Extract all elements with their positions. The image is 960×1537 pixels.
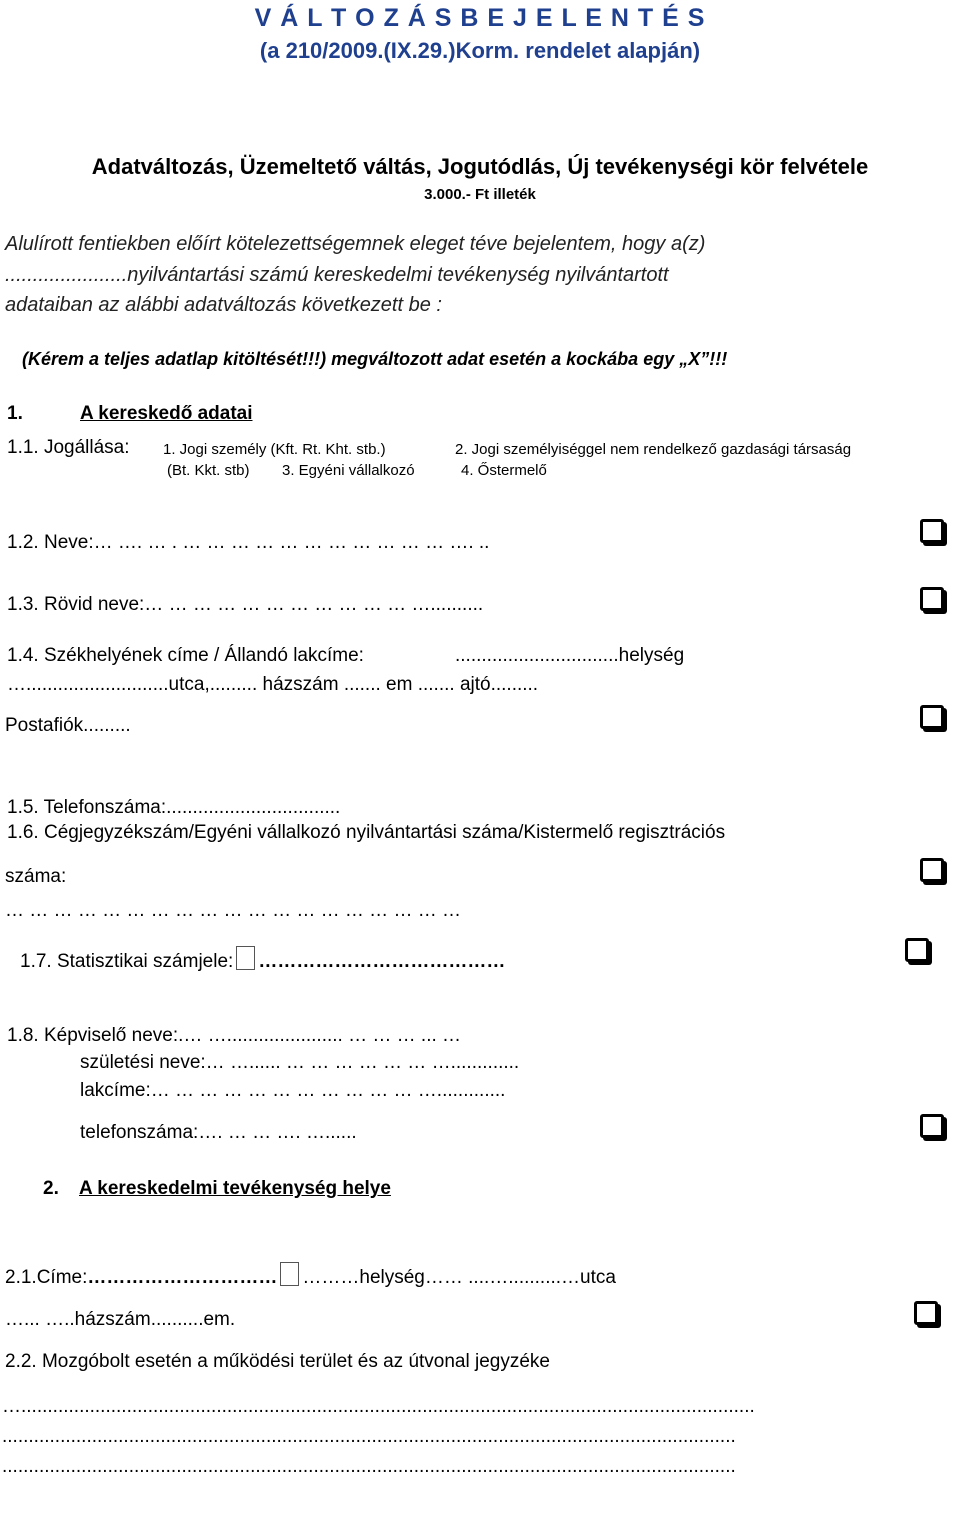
field-2-1-label: 2.1.Címe: bbox=[5, 1267, 88, 1288]
checkbox-1-7[interactable] bbox=[905, 938, 929, 962]
field-1-4-line2: …...........................utca,......... házszám ....... em ....... ajtó......... bbox=[7, 674, 539, 695]
field-1-6-b: száma: bbox=[5, 866, 67, 887]
route-line-2: ........................................................................................................................................... bbox=[2, 1426, 736, 1447]
instruction-note: (Kérem a teljes adatlap kitöltését!!!) megváltozott adat esetén a kockába egy „X”!!! bbox=[22, 349, 728, 369]
form-title: V Á L T O Z Á S B E J E L E N T É S bbox=[254, 4, 706, 32]
field-1-8: 1.8. Képviselő neve:.… …...................... … … … ... … bbox=[7, 1025, 462, 1046]
field-1-1-option-4: 4. Őstermelő bbox=[461, 462, 547, 479]
subject-line: Adatváltozás, Üzemeltető váltás, Jogutódlás, Új tevékenységi kör felvétele bbox=[91, 154, 869, 179]
field-1-7 bbox=[20, 946, 505, 973]
field-1-4-postafiok: Postafiók......... bbox=[5, 715, 131, 736]
field-1-6-c: … … … … … … … … … … … … … … … … … … … bbox=[5, 900, 462, 921]
field-1-8-birth-name: születési neve:… …...... … … … … … … …............. bbox=[80, 1052, 520, 1073]
checkbox-1-8[interactable] bbox=[920, 1114, 944, 1138]
intro-line-3: adataiban az alábbi adatváltozás következett be : bbox=[5, 294, 442, 316]
field-1-4-helyseg: ...............................helység bbox=[455, 645, 685, 666]
field-1-1-option-3: 3. Egyéni vállalkozó bbox=[282, 462, 415, 479]
fee-line: 3.000.- Ft illeték bbox=[424, 186, 536, 203]
hollow-box-icon bbox=[236, 946, 255, 970]
field-1-7-dots: ………………………………… bbox=[258, 951, 506, 972]
checkbox-1-4[interactable] bbox=[920, 705, 944, 729]
checkbox-1-6[interactable] bbox=[920, 858, 944, 882]
intro-line-1: Alulírott fentiekben előírt kötelezettségemnek eleget téve bejelentem, hogy a(z) bbox=[5, 233, 706, 255]
field-1-8-address: lakcíme:… … … … … … … … … … … …............. bbox=[80, 1080, 506, 1101]
field-2-2: 2.2. Mozgóbolt esetén a működési terület és az útvonal jegyzéke bbox=[5, 1351, 550, 1372]
field-2-1-dots-a: ………………………… bbox=[87, 1267, 278, 1288]
intro-line-2: ......................nyilvántartási számú kereskedelmi tevékenység nyilvántartott bbox=[5, 264, 669, 286]
section2-title: A kereskedelmi tevékenység helye bbox=[79, 1178, 391, 1199]
section2-number: 2. bbox=[43, 1178, 59, 1199]
field-1-5: 1.5. Telefonszáma:................................. bbox=[7, 797, 341, 818]
field-1-4: 1.4. Székhelyének címe / Állandó lakcíme: bbox=[7, 645, 364, 666]
checkbox-2-1[interactable] bbox=[914, 1301, 938, 1325]
field-1-1-option-2b: (Bt. Kkt. stb) bbox=[167, 462, 250, 479]
field-2-1-line2: …... …..házszám..........em. bbox=[5, 1309, 236, 1330]
field-2-1-dots-b: ………helység…… ....…..........…utca bbox=[302, 1267, 616, 1288]
section1-title: A kereskedő adatai bbox=[80, 403, 253, 424]
hollow-box-icon bbox=[280, 1262, 299, 1286]
checkbox-1-2[interactable] bbox=[920, 519, 944, 543]
field-1-6: 1.6. Cégjegyzékszám/Egyéni vállalkozó nyilvántartási száma/Kistermelő regisztrációs bbox=[7, 822, 726, 843]
checkbox-1-3[interactable] bbox=[920, 587, 944, 611]
field-2-1 bbox=[5, 1262, 616, 1289]
route-line-3: ........................................................................................................................................... bbox=[2, 1456, 736, 1477]
field-1-1-label: 1.1. Jogállása: bbox=[7, 437, 130, 458]
field-1-7-label: 1.7. Statisztikai számjele: bbox=[20, 951, 234, 972]
field-1-1-option-2: 2. Jogi személyiséggel nem rendelkező gazdasági társaság bbox=[455, 441, 852, 458]
field-1-8-phone: telefonszáma:…. … … …. …...... bbox=[80, 1122, 357, 1143]
field-1-1-option-1: 1. Jogi személy (Kft. Rt. Kht. stb.) bbox=[163, 441, 386, 458]
field-1-2: 1.2. Neve:… …. … . … … … … … … … … … … … …. .. bbox=[7, 532, 490, 553]
legal-basis: (a 210/2009.(IX.29.)Korm. rendelet alapján) bbox=[259, 38, 701, 63]
section1-number: 1. bbox=[7, 403, 23, 424]
field-1-3: 1.3. Rövid neve:… … … … … … … … … … … ….......... bbox=[7, 594, 484, 615]
route-line-1: …........................................................................................................................................... bbox=[2, 1396, 755, 1417]
